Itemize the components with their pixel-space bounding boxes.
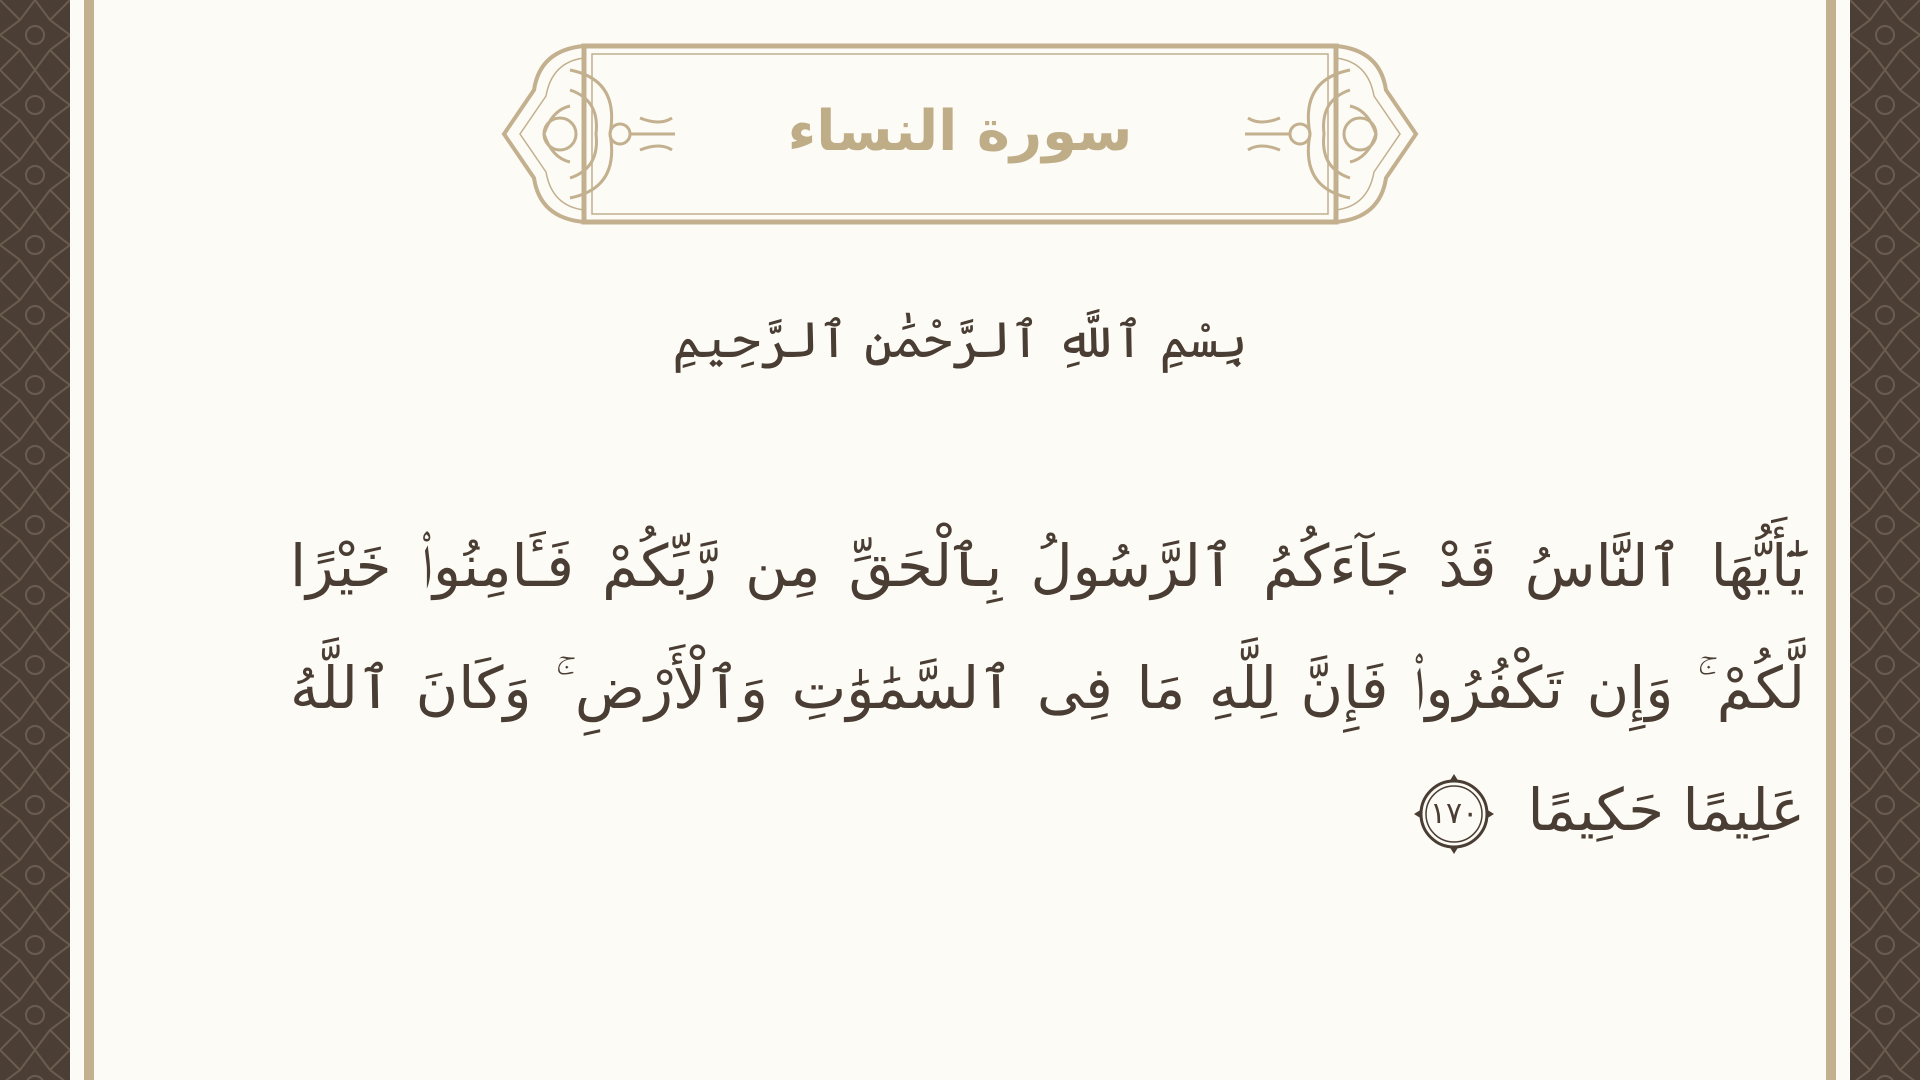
verse-block [290, 505, 1805, 871]
left-border-pattern [0, 0, 70, 1080]
basmala: بِسْمِ ٱللَّهِ ٱلرَّحْمَٰنِ ٱلرَّحِيمِ [672, 311, 1248, 369]
ayah-number: ١٧٠ [1429, 795, 1479, 831]
left-ornamental-border [0, 0, 70, 1080]
verse-text: يَٰٓأَيُّهَا ٱلنَّاسُ قَدْ جَآءَكُمُ ٱلرَّسُولُ بِٱلْحَقِّ مِن رَّبِّكُمْ فَـَٔامِنُوا۟ خَيْرًا لَّكُمْ ۚ وَإِن تَكْفُرُوا۟ فَإِنَّ لِلَّهِ مَا فِى ٱلسَّمَٰوَٰتِ وَٱلْأَرْضِ ۚ وَكَانَ ٱللَّهُ عَلِيمًا حَكِيمًا [290, 532, 1805, 844]
right-gold-rule [1826, 0, 1836, 1080]
left-gold-rule [84, 0, 94, 1080]
right-ornamental-border [1850, 0, 1920, 1080]
right-border-pattern [1850, 0, 1920, 1080]
surah-title: سورة النساء [787, 98, 1133, 164]
ayah-number-marker [1413, 773, 1495, 855]
surah-title-frame [500, 40, 1420, 228]
